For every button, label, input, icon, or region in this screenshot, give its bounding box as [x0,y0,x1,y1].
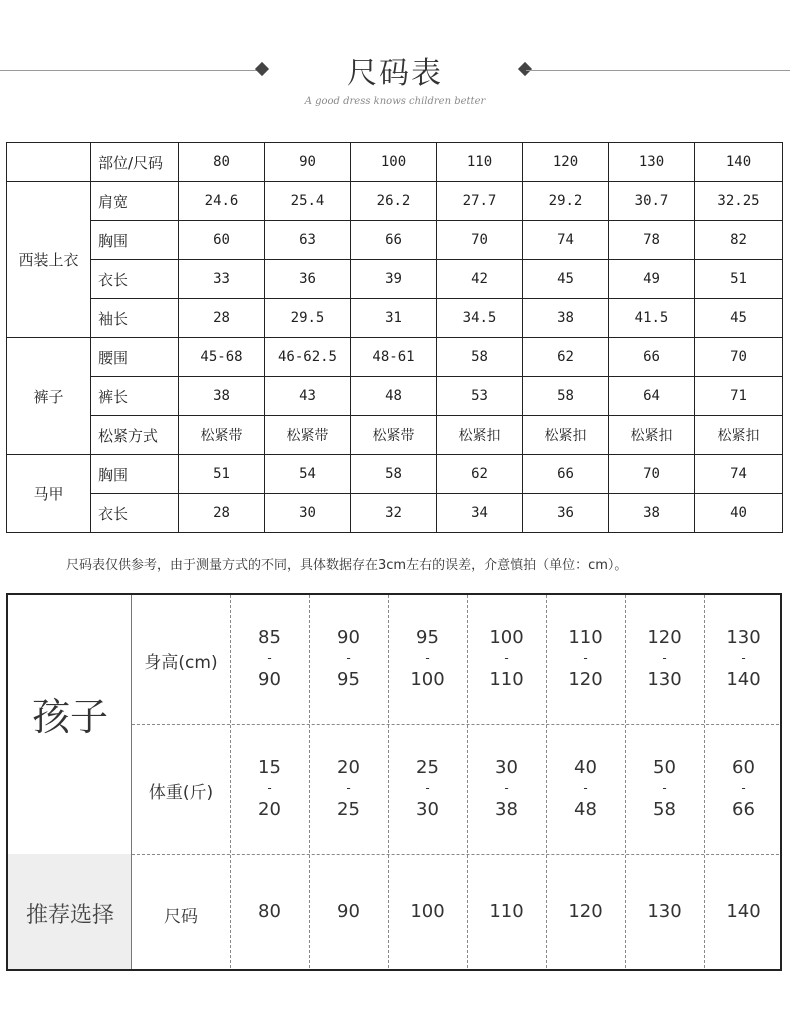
height-range-to: 140 [726,669,761,690]
height-range-to: 95 [337,669,360,690]
measure-value: 48 [351,377,437,416]
measure-value: 58 [351,455,437,494]
measure-value: 松紧扣 [437,416,523,455]
range-dash: - [662,781,667,795]
measure-label: 松紧方式 [91,416,179,455]
measure-value: 26.2 [351,182,437,221]
table-row [7,182,783,221]
size-table [6,142,783,533]
measure-value: 29.5 [265,299,351,338]
height-range [625,627,704,690]
measure-value: 28 [179,494,265,533]
height-range-from: 95 [416,627,439,648]
weight-range-to: 66 [732,799,755,820]
size-header-cell: 140 [695,143,783,182]
group-label: 裤子 [7,338,91,455]
height-range-from: 90 [337,627,360,648]
size-header-cell: 130 [609,143,695,182]
measure-value: 49 [609,260,695,299]
corner-label: 部位/尺码 [91,143,179,182]
measure-value: 74 [695,455,783,494]
measure-value: 29.2 [523,182,609,221]
measure-value: 66 [523,455,609,494]
measure-value: 34.5 [437,299,523,338]
height-range-to: 120 [568,669,603,690]
height-range-to: 100 [410,669,445,690]
size-header-cell: 100 [351,143,437,182]
weight-range-to: 25 [337,799,360,820]
measure-value: 松紧扣 [523,416,609,455]
weight-range-from: 30 [495,757,518,778]
measure-value: 74 [523,221,609,260]
measure-value: 54 [265,455,351,494]
measure-value: 30.7 [609,182,695,221]
measure-value: 51 [695,260,783,299]
measure-value: 71 [695,377,783,416]
measure-value: 松紧带 [179,416,265,455]
measure-value: 46-62.5 [265,338,351,377]
measure-value: 31 [351,299,437,338]
range-dash: - [267,781,272,795]
measure-value: 33 [179,260,265,299]
measure-value: 70 [437,221,523,260]
measure-label: 袖长 [91,299,179,338]
measure-value: 45 [695,299,783,338]
measure-value: 45-68 [179,338,265,377]
measure-value: 38 [609,494,695,533]
height-range-from: 130 [726,627,761,648]
height-range-to: 130 [647,669,682,690]
measure-value: 39 [351,260,437,299]
recommend-table [6,593,782,971]
size-table-body [7,143,783,533]
recommended-size-value: 110 [489,901,524,922]
table-row [7,260,783,299]
measure-value: 66 [609,338,695,377]
measure-value: 66 [351,221,437,260]
measure-value: 51 [179,455,265,494]
range-dash: - [741,651,746,665]
recommended-size [230,901,309,922]
table-row [7,221,783,260]
measure-value: 松紧带 [351,416,437,455]
measure-value: 25.4 [265,182,351,221]
weight-range-from: 50 [653,757,676,778]
range-dash: - [504,651,509,665]
recommended-size [388,901,467,922]
measure-value: 27.7 [437,182,523,221]
height-range [309,627,388,690]
table-row [7,338,783,377]
weight-range-from: 25 [416,757,439,778]
page-subtitle: A good dress knows children better [304,96,486,107]
measure-value: 24.6 [179,182,265,221]
weight-range-to: 38 [495,799,518,820]
weight-label: 体重(斤) [148,783,214,803]
measure-value: 32 [351,494,437,533]
recommended-size [625,901,704,922]
measure-label: 肩宽 [91,182,179,221]
range-dash: - [425,651,430,665]
weight-range-from: 15 [258,757,281,778]
measure-value: 38 [523,299,609,338]
measure-value: 32.25 [695,182,783,221]
measure-label: 衣长 [91,260,179,299]
recommended-size [309,901,388,922]
size-header-cell: 90 [265,143,351,182]
measure-value: 43 [265,377,351,416]
weight-range-to: 20 [258,799,281,820]
weight-range-to: 58 [653,799,676,820]
weight-range [388,757,467,820]
weight-range [309,757,388,820]
measure-label: 裤长 [91,377,179,416]
measure-value: 58 [523,377,609,416]
table-row [7,377,783,416]
size-header-cell: 120 [523,143,609,182]
corner-cell [7,143,91,182]
measure-value: 松紧扣 [609,416,695,455]
recommended-size-value: 80 [250,899,289,924]
range-dash: - [267,651,272,665]
measure-value: 松紧扣 [695,416,783,455]
weight-range [704,757,782,820]
weight-range-from: 40 [574,757,597,778]
recommended-size-value: 140 [726,901,761,922]
range-dash: - [346,651,351,665]
measure-value: 45 [523,260,609,299]
measure-value: 70 [609,455,695,494]
size-label: 尺码 [164,907,198,927]
height-range [230,627,309,690]
height-range-from: 110 [568,627,603,648]
recommended-size-value: 120 [568,901,603,922]
height-range [388,627,467,690]
weight-range [467,757,546,820]
measure-value: 28 [179,299,265,338]
weight-range [625,757,704,820]
measure-value: 70 [695,338,783,377]
measure-value: 82 [695,221,783,260]
table-row [7,299,783,338]
measure-value: 40 [695,494,783,533]
measure-value: 60 [179,221,265,260]
measure-value: 38 [179,377,265,416]
weight-range-to: 48 [574,799,597,820]
measure-label: 胸围 [91,455,179,494]
recommend-label: 推荐选择 [25,903,114,928]
recommended-size-value: 130 [647,901,682,922]
recommended-size-value: 100 [410,901,445,922]
height-range [704,627,782,690]
height-range-from: 100 [489,627,524,648]
measure-value: 53 [437,377,523,416]
range-dash: - [662,651,667,665]
height-range [546,627,625,690]
recommended-size [467,901,546,922]
size-header-cell: 80 [179,143,265,182]
measure-value: 松紧带 [265,416,351,455]
measure-value: 36 [265,260,351,299]
table-row [7,494,783,533]
height-range [467,627,546,690]
group-label: 马甲 [7,455,91,533]
measure-value: 62 [437,455,523,494]
range-dash: - [741,781,746,795]
measure-value: 36 [523,494,609,533]
range-dash: - [583,651,588,665]
height-range-from: 120 [647,627,682,648]
weight-range-from: 20 [337,757,360,778]
row-divider [132,724,782,725]
measure-value: 78 [609,221,695,260]
recommended-size [546,901,625,922]
measure-value: 30 [265,494,351,533]
row-divider [132,854,782,855]
group-label: 西装上衣 [7,182,91,338]
measure-value: 64 [609,377,695,416]
measure-value: 58 [437,338,523,377]
recommended-size [704,901,782,922]
table-row [7,455,783,494]
table-row [7,416,783,455]
weight-range [546,757,625,820]
measure-value: 41.5 [609,299,695,338]
measure-label: 腰围 [91,338,179,377]
weight-range [230,757,309,820]
size-header-cell: 110 [437,143,523,182]
measure-label: 胸围 [91,221,179,260]
measure-value: 62 [523,338,609,377]
measure-value: 42 [437,260,523,299]
header-line-right [526,70,790,71]
measure-value: 63 [265,221,351,260]
size-header-row [7,143,783,182]
weight-range-from: 60 [732,757,755,778]
label-column-divider [131,595,132,969]
recommended-size-value: 90 [329,899,368,924]
measure-label: 衣长 [91,494,179,533]
range-dash: - [425,781,430,795]
range-dash: - [346,781,351,795]
measure-value: 48-61 [351,338,437,377]
range-dash: - [504,781,509,795]
height-range-from: 85 [258,627,281,648]
child-label: 孩子 [31,694,108,739]
height-label: 身高(cm) [144,653,218,673]
height-range-to: 90 [258,669,281,690]
size-note: 尺码表仅供参考，由于测量方式的不同，具体数据存在3cm左右的误差，介意慎拍（单位：cm）。 [66,558,628,573]
weight-range-to: 30 [416,799,439,820]
page-title: 尺码表 [347,56,443,91]
range-dash: - [583,781,588,795]
measure-value: 34 [437,494,523,533]
height-range-to: 110 [489,669,524,690]
